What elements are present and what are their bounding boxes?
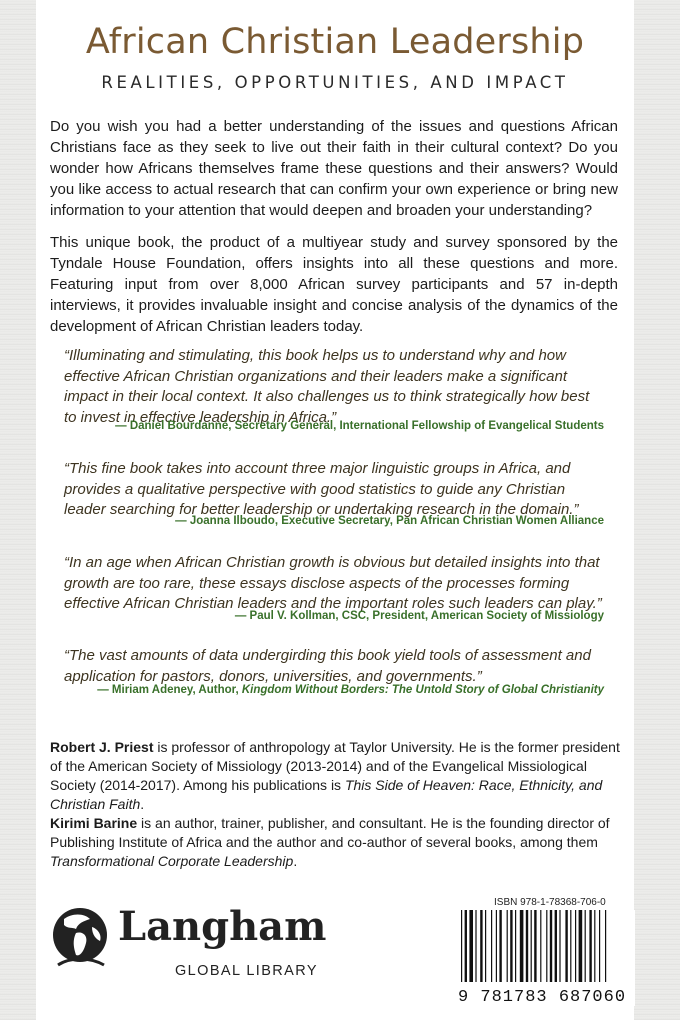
barcode-bar <box>534 910 536 982</box>
bio-text: is an author, trainer, publisher, and consultant. He is the founding director of Publishing Institute of Africa and the author and co-author of several books, among them <box>50 815 610 850</box>
globe-icon <box>50 905 110 976</box>
barcode-bar <box>585 910 586 982</box>
author-bio <box>50 814 620 871</box>
barcode-bar <box>555 910 557 982</box>
endorsement-attribution: — Daniel Bourdanné, Secretary General, International Fellowship of Evangelical Students <box>115 420 604 432</box>
barcode-bar <box>507 910 508 982</box>
barcode-digits: 9 781783 687060 <box>458 988 627 1007</box>
endorsement-attribution: — Paul V. Kollman, CSC, President, American Society of Missiology <box>234 610 604 622</box>
book-subtitle: REALITIES, OPPORTUNITIES, AND IMPACT <box>101 73 569 92</box>
barcode-bar <box>589 910 591 982</box>
intro-paragraph: This unique book, the product of a multiyear study and survey sponsored by the Tyndale House Foundation, offers insights into all these questions and more. Featuring input from over 8,000 African survey participants and 57 in-depth interviews, it provides invaluable insight and concise analysis of the dynamics of the development of African Christian leaders today. <box>50 234 618 335</box>
barcode-bar <box>531 910 532 982</box>
isbn-label: ISBN 978-1-78368-706-0 <box>494 897 606 908</box>
barcode-bar <box>570 910 571 982</box>
barcode-bar <box>465 910 467 982</box>
barcode-bar <box>469 910 473 982</box>
barcode-bar <box>515 910 516 982</box>
publisher-imprint: GLOBAL LIBRARY <box>175 963 318 979</box>
attribution-text: — Miriam Adeney, Author, <box>97 684 242 696</box>
barcode-bar <box>565 910 567 982</box>
barcode-bar <box>594 910 595 982</box>
barcode-bar <box>475 910 476 982</box>
bio-book-title: This Side of Heaven: Race, Ethnicity, and Christian Faith <box>50 777 603 812</box>
intro-paragraph: Do you wish you had a better understanding of the issues and questions African Christians face as they seek to live out their faith in their cultural context? Do you wonder how Africans themselves frame these questions and their answers? Would you like access to actual research that can confirm your own experience or bring new information to your attention that would deepen and broaden your understanding? <box>50 118 618 219</box>
publisher-name: Langham <box>118 903 327 950</box>
endorsement-quote: “Illuminating and stimulating, this book helps us to understand why and how effective African Christian organizations and their leaders make a significant impact in their local context. It also challenges us to think strategically how best to invest in effective leadership in Africa.” <box>64 347 590 426</box>
author-bio <box>50 738 620 814</box>
barcode-bar <box>526 910 528 982</box>
book-title: African Christian Leadership <box>85 22 585 62</box>
barcode-bar <box>599 910 600 982</box>
barcode-bar <box>559 910 560 982</box>
book-title-italic: Kingdom Without Borders: The Untold Story of Global Christianity <box>241 684 604 696</box>
barcode-bar <box>550 910 552 982</box>
barcode-bar <box>520 910 524 982</box>
barcode-bar <box>480 910 482 982</box>
barcode-bar <box>461 910 462 982</box>
barcode-bar <box>510 910 512 982</box>
barcode-bar <box>546 910 547 982</box>
barcode-bar <box>485 910 486 982</box>
endorsement-quote: “This fine book takes into account three major linguistic groups in Africa, and provides a qualitative perspective with good statistics to guide any Christian leader searching for better leadership or undertaking research in the domain.” <box>64 460 579 518</box>
barcode-bar <box>605 910 606 982</box>
author-name: Kirimi Barine <box>50 815 138 831</box>
endorsement-attribution: — Joanna Ilboudo, Executive Secretary, Pan African Christian Women Alliance <box>175 515 604 527</box>
endorsement-quote: “In an age when African Christian growth is obvious but detailed insights into that growth are too rare, these essays disclose aspects of the processes forming effective African Christian leaders and the important roles such leaders can play.” <box>64 554 602 612</box>
barcode-bar <box>579 910 583 982</box>
barcode-bar <box>540 910 541 982</box>
bio-end: . <box>140 796 145 812</box>
endorsement-attribution <box>44 684 604 696</box>
bio-end: . <box>293 853 298 869</box>
barcode-bar <box>499 910 501 982</box>
endorsement-quote: “The vast amounts of data undergirding this book yield tools of assessment and application for pastors, donors, universities, and governments.” <box>64 647 591 685</box>
barcode-bar <box>575 910 576 982</box>
barcode-bar <box>496 910 497 982</box>
bio-book-title: Transformational Corporate Leadership <box>50 853 294 869</box>
barcode-bar <box>491 910 492 982</box>
bio-text: is professor of anthropology at Taylor University. He is the former president of the American Society of Missiology (2013-2014) and of the Evangelical Missiological Society (2014-2017). Among his publications is <box>50 739 620 793</box>
author-name: Robert J. Priest <box>50 739 154 755</box>
